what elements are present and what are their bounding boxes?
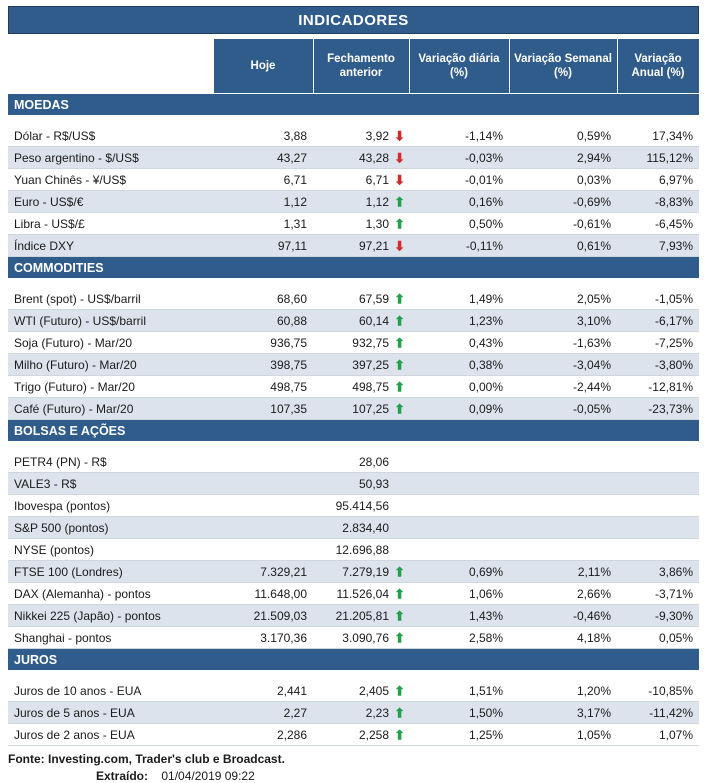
row-variacao-diaria: -1,14% [409,125,509,147]
row-fechamento-anterior [313,288,409,310]
row-fechamento-anterior: 50,93 [313,473,409,495]
row-variacao-anual: 3,86% [617,561,699,583]
table-row [8,125,699,147]
row-fechamento-anterior-value: 21.205,81 [335,608,389,623]
row-fechamento-anterior-value: 1,12 [365,194,389,209]
row-variacao-anual [617,539,699,561]
row-fechamento-anterior-value: 3,92 [365,128,389,143]
spacer-cell [8,442,699,452]
row-label: Trigo (Futuro) - Mar/20 [8,376,213,398]
table-row [8,310,699,332]
table-row [8,288,699,310]
row-fechamento-anterior-value: 3.090,76 [342,630,389,645]
row-fechamento-anterior [313,354,409,376]
row-variacao-diaria: 0,38% [409,354,509,376]
arrow-up-icon: ⬆ [394,608,405,623]
row-hoje: 7.329,21 [213,561,313,583]
row-hoje: 68,60 [213,288,313,310]
row-fechamento-anterior [313,147,409,169]
section-header [8,257,699,279]
row-fechamento-anterior-value: 97,21 [358,238,389,253]
table-header [8,39,699,94]
table-row [8,235,699,257]
arrow-up-icon: ⬆ [394,727,405,742]
row-fechamento-anterior [313,169,409,191]
arrow-down-icon: ⬇ [394,128,405,143]
row-fechamento-anterior-value: 107,25 [352,401,389,416]
row-hoje [213,517,313,539]
table-row [8,680,699,702]
row-label: Brent (spot) - US$/barril [8,288,213,310]
table-row [8,517,699,539]
row-variacao-semanal: 2,11% [509,561,617,583]
row-variacao-anual [617,495,699,517]
section-header-label: COMMODITIES [8,257,699,279]
row-hoje: 3,88 [213,125,313,147]
row-variacao-semanal: -1,63% [509,332,617,354]
arrow-up-icon: ⬆ [394,357,405,372]
row-hoje: 60,88 [213,310,313,332]
row-hoje: 2,27 [213,702,313,724]
row-variacao-anual: 7,93% [617,235,699,257]
row-variacao-diaria: 1,49% [409,288,509,310]
row-variacao-diaria: -0,11% [409,235,509,257]
row-variacao-anual [617,473,699,495]
row-variacao-anual: -3,80% [617,354,699,376]
arrow-up-icon: ⬆ [394,630,405,645]
table-row [8,191,699,213]
row-variacao-diaria [409,451,509,473]
row-hoje: 936,75 [213,332,313,354]
row-variacao-anual: -10,85% [617,680,699,702]
arrow-up-icon: ⬆ [394,683,405,698]
row-variacao-diaria: 0,43% [409,332,509,354]
row-variacao-semanal [509,473,617,495]
arrow-up-icon: ⬆ [394,401,405,416]
row-fechamento-anterior [313,561,409,583]
row-variacao-anual: -6,45% [617,213,699,235]
row-variacao-anual: -12,81% [617,376,699,398]
row-fechamento-anterior [313,376,409,398]
row-label: Soja (Futuro) - Mar/20 [8,332,213,354]
row-variacao-diaria [409,495,509,517]
arrow-up-icon: ⬆ [394,216,405,231]
row-variacao-semanal: -0,46% [509,605,617,627]
row-variacao-anual: -6,17% [617,310,699,332]
row-variacao-semanal [509,451,617,473]
arrow-up-icon: ⬆ [394,194,405,209]
section-spacer [8,442,699,452]
row-variacao-anual: -3,71% [617,583,699,605]
row-label: DAX (Alemanha) - pontos [8,583,213,605]
row-variacao-semanal: 0,59% [509,125,617,147]
arrow-up-icon: ⬆ [394,313,405,328]
table-row [8,213,699,235]
row-fechamento-anterior-value: 2,23 [365,705,389,720]
row-variacao-diaria: 1,43% [409,605,509,627]
row-hoje: 2,441 [213,680,313,702]
section-header-label: MOEDAS [8,94,699,116]
row-label: Nikkei 225 (Japão) - pontos [8,605,213,627]
row-variacao-anual: -23,73% [617,398,699,420]
row-fechamento-anterior-value: 2,405 [358,683,389,698]
row-variacao-semanal: 0,03% [509,169,617,191]
row-fechamento-anterior-value: 1,30 [365,216,389,231]
row-fechamento-anterior [313,680,409,702]
row-label: Ibovespa (pontos) [8,495,213,517]
row-fechamento-anterior-value: 60,14 [358,313,389,328]
table-row [8,583,699,605]
row-variacao-semanal: 4,18% [509,627,617,649]
row-fechamento-anterior-value: 43,28 [358,150,389,165]
section-header [8,649,699,671]
row-variacao-anual: -8,83% [617,191,699,213]
row-hoje: 1,31 [213,213,313,235]
row-label: PETR4 (PN) - R$ [8,451,213,473]
indicators-sheet [0,6,707,783]
row-variacao-diaria: 1,25% [409,724,509,746]
row-hoje [213,451,313,473]
row-label: Peso argentino - $/US$ [8,147,213,169]
row-variacao-diaria: 1,51% [409,680,509,702]
column-header-fechamento-anterior: Fechamento anterior [313,39,409,94]
row-variacao-diaria: 1,50% [409,702,509,724]
row-fechamento-anterior [313,332,409,354]
row-hoje: 1,12 [213,191,313,213]
row-label: Milho (Futuro) - Mar/20 [8,354,213,376]
row-variacao-semanal: 2,05% [509,288,617,310]
section-header-label: JUROS [8,649,699,671]
row-variacao-semanal: -0,05% [509,398,617,420]
column-header-variacao-semanal: Variação Semanal (%) [509,39,617,94]
table-row [8,702,699,724]
row-variacao-semanal: 1,05% [509,724,617,746]
row-fechamento-anterior-value: 11.526,04 [336,586,389,601]
arrow-up-icon: ⬆ [394,291,405,306]
arrow-up-icon: ⬆ [394,705,405,720]
table-row [8,605,699,627]
row-variacao-semanal: -2,44% [509,376,617,398]
row-label: Shanghai - pontos [8,627,213,649]
table-row [8,147,699,169]
table-row [8,473,699,495]
row-fechamento-anterior: 12.696,88 [313,539,409,561]
row-fechamento-anterior [313,191,409,213]
footer-extracted [8,769,699,783]
page-title: INDICADORES [8,6,699,34]
table-row [8,561,699,583]
arrow-up-icon: ⬆ [394,335,405,350]
row-variacao-diaria [409,539,509,561]
section-header [8,94,699,116]
row-fechamento-anterior: 28,06 [313,451,409,473]
table-row [8,724,699,746]
row-variacao-anual: 6,97% [617,169,699,191]
row-label: Libra - US$/£ [8,213,213,235]
row-hoje [213,495,313,517]
row-variacao-semanal: 2,94% [509,147,617,169]
arrow-down-icon: ⬇ [394,238,405,253]
row-label: Juros de 2 anos - EUA [8,724,213,746]
row-variacao-diaria: 1,23% [409,310,509,332]
spacer-cell [8,116,699,126]
arrow-up-icon: ⬆ [394,379,405,394]
row-label: NYSE (pontos) [8,539,213,561]
row-hoje: 21.509,03 [213,605,313,627]
row-hoje: 6,71 [213,169,313,191]
table-row [8,539,699,561]
row-label: Juros de 10 anos - EUA [8,680,213,702]
table-row [8,354,699,376]
row-hoje: 97,11 [213,235,313,257]
section-header [8,420,699,442]
row-variacao-semanal: 3,17% [509,702,617,724]
row-variacao-diaria: 0,09% [409,398,509,420]
table-row [8,451,699,473]
row-fechamento-anterior: 95.414,56 [313,495,409,517]
row-fechamento-anterior-value: 498,75 [352,379,389,394]
row-variacao-semanal: -0,69% [509,191,617,213]
row-label: Euro - US$/€ [8,191,213,213]
row-label: Juros de 5 anos - EUA [8,702,213,724]
row-fechamento-anterior [313,627,409,649]
row-variacao-anual: 0,05% [617,627,699,649]
row-variacao-anual: 115,12% [617,147,699,169]
row-variacao-semanal: -0,61% [509,213,617,235]
row-variacao-semanal [509,539,617,561]
row-fechamento-anterior-value: 932,75 [352,335,389,350]
footer-extracted-value: 01/04/2019 09:22 [161,769,255,783]
row-variacao-diaria: 0,00% [409,376,509,398]
column-header-blank [8,39,213,94]
row-label: Yuan Chinês - ¥/US$ [8,169,213,191]
spacer-cell [8,279,699,289]
row-hoje: 3.170,36 [213,627,313,649]
row-variacao-semanal: 2,66% [509,583,617,605]
spacer-cell [8,671,699,681]
row-hoje: 2,286 [213,724,313,746]
row-fechamento-anterior-value: 397,25 [352,357,389,372]
row-variacao-diaria: 1,06% [409,583,509,605]
row-variacao-diaria: 0,50% [409,213,509,235]
row-fechamento-anterior [313,398,409,420]
column-header-hoje: Hoje [213,39,313,94]
row-hoje: 398,75 [213,354,313,376]
row-fechamento-anterior: 2.834,40 [313,517,409,539]
table-body [8,94,699,746]
row-fechamento-anterior [313,583,409,605]
row-variacao-diaria [409,517,509,539]
row-fechamento-anterior-value: 2,258 [358,727,389,742]
section-header-label: BOLSAS E AÇÕES [8,420,699,442]
row-variacao-anual: 1,07% [617,724,699,746]
row-variacao-anual: -7,25% [617,332,699,354]
column-header-variacao-diaria: Variação diária (%) [409,39,509,94]
arrow-down-icon: ⬇ [394,172,405,187]
row-hoje: 107,35 [213,398,313,420]
row-label: WTI (Futuro) - US$/barril [8,310,213,332]
row-variacao-semanal: 3,10% [509,310,617,332]
table-row [8,376,699,398]
table-row [8,627,699,649]
footer [8,752,699,783]
row-fechamento-anterior [313,213,409,235]
row-variacao-anual: -1,05% [617,288,699,310]
row-variacao-semanal: 0,61% [509,235,617,257]
section-spacer [8,279,699,289]
row-variacao-semanal [509,517,617,539]
row-fechamento-anterior [313,235,409,257]
table-row [8,332,699,354]
indicators-table [8,38,700,746]
row-hoje: 498,75 [213,376,313,398]
table-row [8,495,699,517]
table-row [8,169,699,191]
row-variacao-anual [617,517,699,539]
row-hoje [213,473,313,495]
row-fechamento-anterior [313,310,409,332]
row-fechamento-anterior-value: 6,71 [365,172,389,187]
row-variacao-diaria: -0,01% [409,169,509,191]
row-fechamento-anterior [313,125,409,147]
row-variacao-anual [617,451,699,473]
row-label: FTSE 100 (Londres) [8,561,213,583]
row-variacao-diaria: 2,58% [409,627,509,649]
row-variacao-diaria: -0,03% [409,147,509,169]
section-spacer [8,116,699,126]
row-variacao-anual: -9,30% [617,605,699,627]
arrow-down-icon: ⬇ [394,150,405,165]
row-variacao-diaria: 0,69% [409,561,509,583]
arrow-up-icon: ⬆ [394,564,405,579]
row-label: Índice DXY [8,235,213,257]
row-hoje: 11.648,00 [213,583,313,605]
row-label: Dólar - R$/US$ [8,125,213,147]
section-spacer [8,671,699,681]
row-variacao-anual: -11,42% [617,702,699,724]
table-row [8,398,699,420]
row-fechamento-anterior-value: 67,59 [358,291,389,306]
footer-source: Fonte: Investing.com, Trader's club e Broadcast. [8,752,285,766]
row-label: S&P 500 (pontos) [8,517,213,539]
row-hoje: 43,27 [213,147,313,169]
row-variacao-semanal: -3,04% [509,354,617,376]
row-fechamento-anterior [313,605,409,627]
row-variacao-diaria: 0,16% [409,191,509,213]
row-label: VALE3 - R$ [8,473,213,495]
footer-extracted-label: Extraído: [96,769,149,783]
row-fechamento-anterior [313,724,409,746]
row-hoje [213,539,313,561]
row-label: Café (Futuro) - Mar/20 [8,398,213,420]
row-fechamento-anterior-value: 7.279,19 [342,564,389,579]
column-header-variacao-anual: Variação Anual (%) [617,39,699,94]
row-variacao-semanal: 1,20% [509,680,617,702]
row-variacao-diaria [409,473,509,495]
arrow-up-icon: ⬆ [394,586,405,601]
row-variacao-semanal [509,495,617,517]
row-variacao-anual: 17,34% [617,125,699,147]
row-fechamento-anterior [313,702,409,724]
